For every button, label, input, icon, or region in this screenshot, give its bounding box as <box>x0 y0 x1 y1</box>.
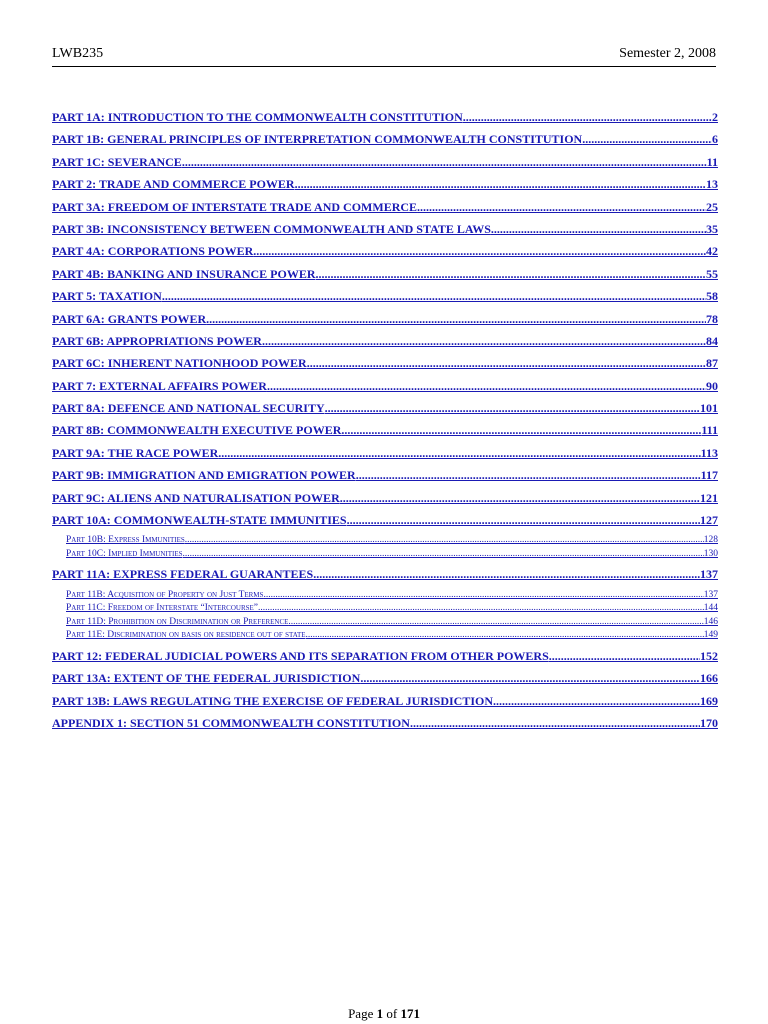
toc-leader-dots <box>288 616 703 630</box>
toc-entry-link[interactable] <box>52 128 718 150</box>
toc-entry-title: PART 4B: BANKING AND INSURANCE POWER <box>52 266 316 281</box>
toc-subentry-link[interactable] <box>52 629 718 643</box>
toc-entry-title: PART 1B: GENERAL PRINCIPLES OF INTERPRETATION COMMONWEALTH CONSTITUTION <box>52 132 583 147</box>
toc-page-number: 146 <box>703 616 718 627</box>
toc-leader-dots <box>582 128 712 150</box>
toc-entry-link[interactable] <box>52 690 718 712</box>
toc-leader-dots <box>182 151 707 173</box>
toc-entry-title: Part 11E: Discrimination on basis on residence out of state <box>66 630 306 641</box>
toc-entry-link[interactable] <box>52 151 718 173</box>
toc-page-number: 11 <box>706 154 718 169</box>
toc-page-number: 35 <box>706 221 718 236</box>
toc-entry-link[interactable] <box>52 352 718 374</box>
toc-leader-dots <box>183 548 704 562</box>
toc-subentry-link[interactable] <box>52 534 718 548</box>
toc-page-number: 170 <box>700 715 718 730</box>
toc-page-number: 87 <box>706 356 718 371</box>
toc-leader-dots <box>253 240 706 262</box>
toc-entry-title: PART 1C: SEVERANCE <box>52 154 182 169</box>
toc-entry-title: Part 11C: Freedom of Interstate “Intercourse” <box>66 603 259 614</box>
toc-entry-link[interactable] <box>52 563 718 585</box>
toc-entry-title: PART 8B: COMMONWEALTH EXECUTIVE POWER <box>52 423 342 438</box>
toc-entry-link[interactable] <box>52 464 718 486</box>
toc-page-number: 58 <box>706 289 718 304</box>
toc-entry-title: Part 10C: Implied Immunities <box>66 548 183 559</box>
toc-entry-link[interactable] <box>52 509 718 531</box>
page-footer <box>0 1006 768 1022</box>
toc-page-number: 127 <box>700 513 718 528</box>
toc-entry-link[interactable] <box>52 442 718 464</box>
page-current: 1 <box>376 1006 384 1021</box>
toc-leader-dots <box>417 196 706 218</box>
course-code: LWB235 <box>52 46 104 61</box>
toc-entry-link[interactable] <box>52 330 718 352</box>
toc-leader-dots <box>206 308 706 330</box>
toc-page-number: 152 <box>700 648 718 663</box>
toc-leader-dots <box>313 563 700 585</box>
toc-leader-dots <box>493 690 700 712</box>
toc-entry-link[interactable] <box>52 196 718 218</box>
toc-page-number: 137 <box>703 589 718 600</box>
page-header <box>52 44 716 67</box>
toc-entry-link[interactable] <box>52 173 718 195</box>
toc-page-number: 137 <box>700 567 718 582</box>
toc-entry-title: PART 4A: CORPORATIONS POWER <box>52 244 254 259</box>
of-word: of <box>383 1006 401 1021</box>
toc-leader-dots <box>356 464 701 486</box>
toc-subentry-link[interactable] <box>52 589 718 603</box>
toc-entry-title: Part 11B: Acquisition of Property on Just Terms <box>66 589 264 600</box>
toc-page-number: 55 <box>706 266 718 281</box>
toc-page-number: 121 <box>700 490 718 505</box>
toc-page-number: 117 <box>700 468 718 483</box>
toc-subentry-link[interactable] <box>52 616 718 630</box>
toc-entry-title: PART 8A: DEFENCE AND NATIONAL SECURITY <box>52 401 325 416</box>
toc-entry-link[interactable] <box>52 218 718 240</box>
toc-leader-dots <box>162 285 706 307</box>
toc-entry-title: PART 3A: FREEDOM OF INTERSTATE TRADE AND COMMERCE <box>52 199 418 214</box>
toc-leader-dots <box>185 534 704 548</box>
toc-entry-link[interactable] <box>52 285 718 307</box>
toc-page-number: 84 <box>706 333 718 348</box>
toc-entry-title: PART 2: TRADE AND COMMERCE POWER <box>52 177 295 192</box>
toc-leader-dots <box>347 509 700 531</box>
toc-leader-dots <box>360 667 700 689</box>
toc-entry-title: PART 5: TAXATION <box>52 289 162 304</box>
toc-entry-title: PART 10A: COMMONWEALTH-STATE IMMUNITIES <box>52 513 347 528</box>
toc-entry-link[interactable] <box>52 375 718 397</box>
toc-leader-dots <box>341 419 701 441</box>
toc-entry-title: PART 11A: EXPRESS FEDERAL GUARANTEES <box>52 567 314 582</box>
toc-entry-title: Part 11D: Prohibition on Discrimination or Preference <box>66 616 289 627</box>
semester-label: Semester 2, 2008 <box>619 46 716 61</box>
toc-leader-dots <box>463 106 712 128</box>
toc-entry-link[interactable] <box>52 667 718 689</box>
table-of-contents <box>52 106 718 734</box>
toc-page-number: 90 <box>706 378 718 393</box>
toc-page-number: 169 <box>700 693 718 708</box>
toc-leader-dots <box>325 397 700 419</box>
toc-page-number: 13 <box>706 177 718 192</box>
toc-leader-dots <box>267 375 706 397</box>
toc-entry-title: PART 3B: INCONSISTENCY BETWEEN COMMONWEALTH AND STATE LAWS <box>52 221 491 236</box>
toc-page-number: 166 <box>700 671 718 686</box>
toc-page-number: 25 <box>706 199 718 214</box>
toc-entry-title: PART 6A: GRANTS POWER <box>52 311 207 326</box>
toc-subentry-link[interactable] <box>52 548 718 562</box>
toc-leader-dots <box>295 173 706 195</box>
toc-entry-title: APPENDIX 1: SECTION 51 COMMONWEALTH CONSTITUTION <box>52 715 410 730</box>
toc-leader-dots <box>218 442 700 464</box>
toc-page-number: 6 <box>712 132 718 147</box>
toc-entry-title: PART 9B: IMMIGRATION AND EMIGRATION POWER <box>52 468 356 483</box>
toc-leader-dots <box>549 645 700 667</box>
toc-leader-dots <box>340 487 700 509</box>
toc-page-number: 101 <box>700 401 718 416</box>
toc-leader-dots <box>307 352 706 374</box>
toc-entry-link[interactable] <box>52 308 718 330</box>
toc-page-number: 2 <box>712 110 718 124</box>
toc-leader-dots <box>316 263 707 285</box>
toc-leader-dots <box>306 629 704 643</box>
toc-entry-title: PART 1A: INTRODUCTION TO THE COMMONWEALTH CONSTITUTION <box>52 110 463 124</box>
toc-entry-title: PART 6C: INHERENT NATIONHOOD POWER <box>52 356 307 371</box>
toc-entry-title: PART 12: FEDERAL JUDICIAL POWERS AND ITS SEPARATION FROM OTHER POWERS <box>52 648 549 663</box>
toc-entry-link[interactable] <box>52 397 718 419</box>
toc-page-number: 42 <box>706 244 718 259</box>
toc-entry-title: PART 13B: LAWS REGULATING THE EXERCISE OF FEDERAL JURISDICTION <box>52 693 493 708</box>
toc-leader-dots <box>258 602 704 616</box>
toc-entry-link[interactable] <box>52 263 718 285</box>
toc-page-number: 111 <box>701 423 718 438</box>
toc-entry-title: Part 10B: Express Immunities <box>66 535 185 546</box>
toc-entry-link[interactable] <box>52 419 718 441</box>
toc-entry-link[interactable] <box>52 712 718 734</box>
toc-page-number: 128 <box>703 535 718 546</box>
toc-entry-link[interactable] <box>52 487 718 509</box>
toc-page-number: 78 <box>706 311 718 326</box>
toc-leader-dots <box>262 330 706 352</box>
toc-leader-dots <box>491 218 706 240</box>
toc-entry-title: PART 9A: THE RACE POWER <box>52 445 219 460</box>
toc-entry-title: PART 7: EXTERNAL AFFAIRS POWER <box>52 378 267 393</box>
toc-entry-title: PART 6B: APPROPRIATIONS POWER <box>52 333 262 348</box>
toc-leader-dots <box>410 712 700 734</box>
page-total: 171 <box>400 1006 420 1021</box>
toc-entry-link[interactable] <box>52 106 718 128</box>
toc-page-number: 113 <box>700 445 718 460</box>
page-word: Page <box>348 1006 377 1021</box>
toc-page-number: 149 <box>703 630 718 641</box>
toc-subentry-link[interactable] <box>52 602 718 616</box>
toc-page-number: 144 <box>703 603 718 614</box>
toc-entry-title: PART 13A: EXTENT OF THE FEDERAL JURISDICTION <box>52 671 361 686</box>
toc-page-number: 130 <box>703 548 718 559</box>
toc-entry-title: PART 9C: ALIENS AND NATURALISATION POWER <box>52 490 340 505</box>
toc-leader-dots <box>263 589 703 603</box>
toc-entry-link[interactable] <box>52 240 718 262</box>
toc-entry-link[interactable] <box>52 645 718 667</box>
